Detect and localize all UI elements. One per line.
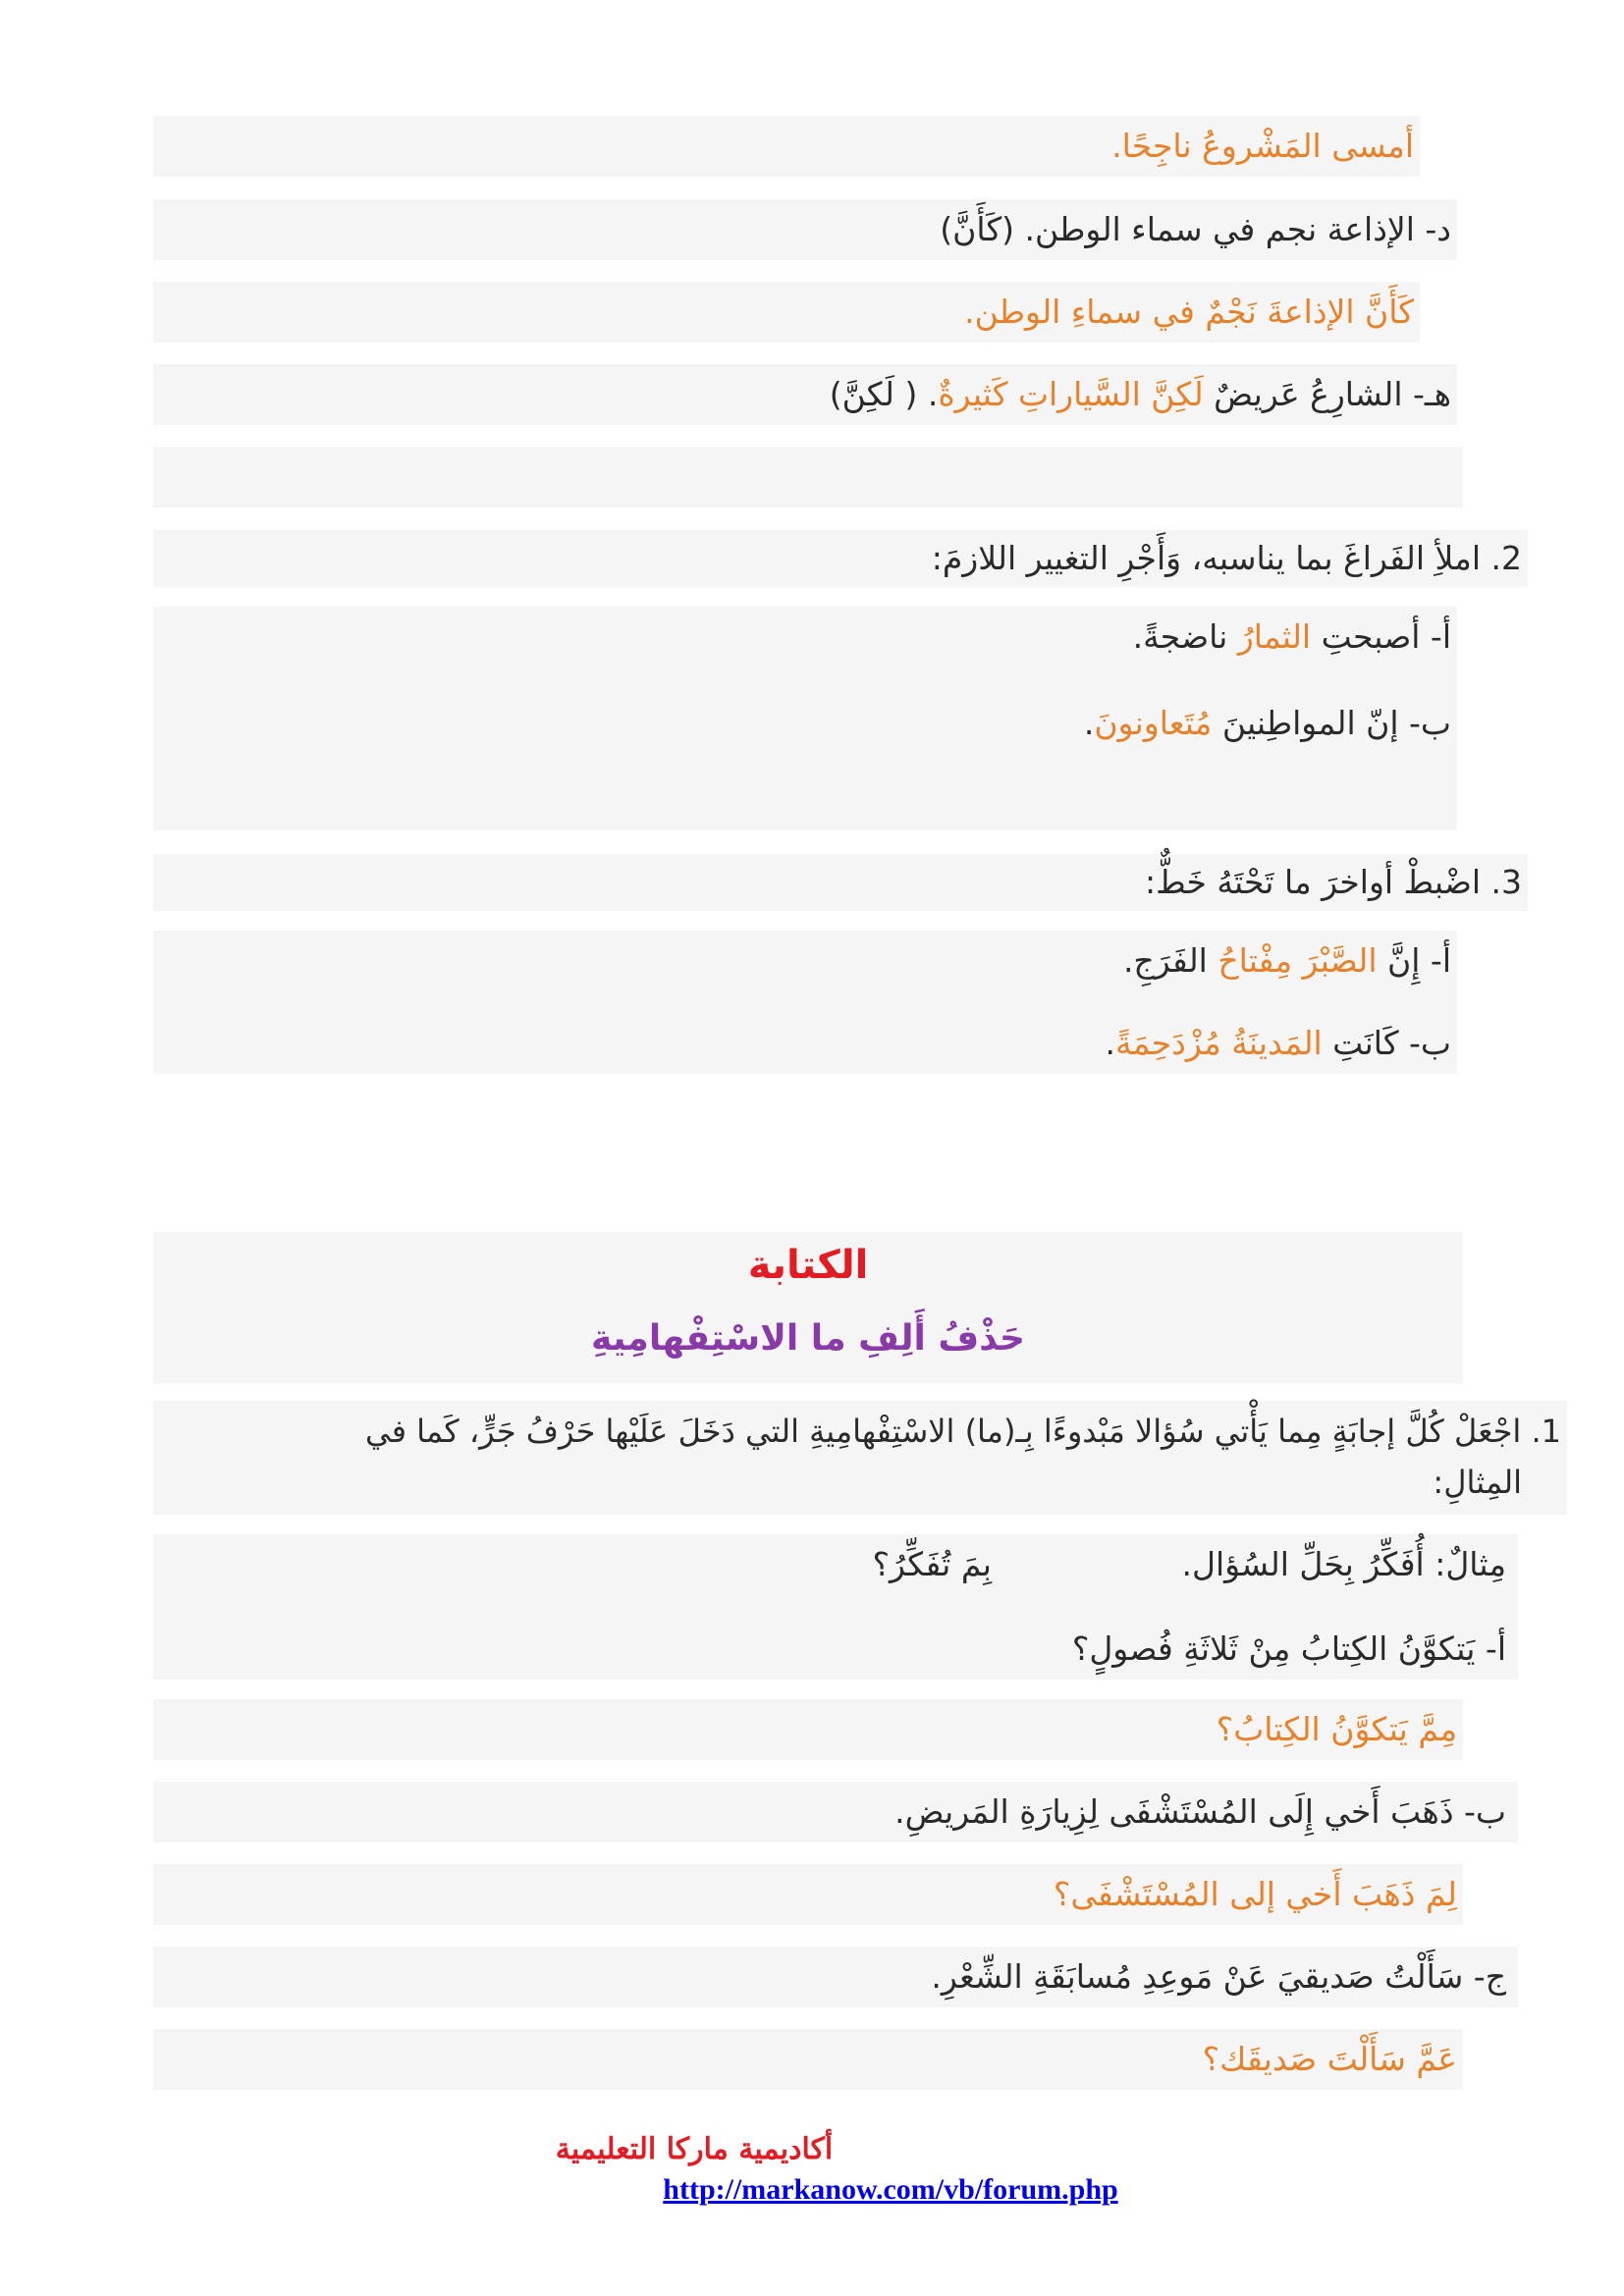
item-suffix: . [1105,1024,1115,1062]
exercise-box-d [153,199,1457,260]
footer-link-row [0,2173,1624,2207]
exercise-line: د- الإذاعة نجم في سماء الوطن. (كَأَنَّ) [940,210,1451,248]
question-3-heading: 3. اضْبطْ أواخرَ ما تَحْتَهُ خَطٌّ: [1145,863,1522,901]
item-prefix: ب- إنّ المواطِنينَ [1212,704,1451,742]
item-a-answer: مِمَّ يَتكوَّنُ الكِتابُ؟ [1216,1710,1457,1748]
footer-url-link[interactable]: http://markanow.com/vb/forum.php [663,2173,1118,2206]
writing-question-1-line-2: المِثالِ: [1433,1464,1522,1501]
question-3-item-a [1123,938,1451,984]
footer-academy-name: أكاديمية ماركا التعليمية [555,2132,834,2166]
exercise-highlight: لَكِنَّ السَّياراتِ كَثيرةٌ [938,375,1204,413]
item-highlight: مُتَعاونونَ [1094,704,1213,742]
question-3-answers-box [153,931,1457,1074]
answer-box-2 [153,282,1420,343]
answer-box-1 [153,116,1420,177]
question-2-item-b [1084,701,1451,746]
question-2-item-a [1133,614,1451,660]
item-c-answer: عَمَّ سَأَلْتَ صَديقَك؟ [1202,2040,1457,2078]
section-title: الكتابة [747,1243,869,1288]
example-label: مِثالٌ: أُفَكِّرُ بِحَلِّ السُؤال. [1181,1545,1506,1583]
question-3-heading-box [153,854,1528,911]
item-suffix: ناضجةً. [1132,617,1238,656]
question-3-item-b [1105,1021,1451,1066]
item-suffix: . [1083,704,1095,742]
writing-question-1-box [153,1401,1567,1515]
answer-box-c [153,2029,1463,2090]
question-2-answers-box [153,607,1457,830]
item-highlight: المَدينَةُ مُزْدَحِمَةً [1114,1024,1323,1062]
item-c-question: ج- سَأَلْتُ صَديقيَ عَنْ مَوعِدِ مُسابَقَةِ الشِّعْرِ. [931,1957,1506,1996]
question-box-b [153,1782,1518,1842]
item-a-question: أ- يَتكوَّنُ الكِتابُ مِنْ ثَلاثَةِ فُصولٍ؟ [1071,1629,1506,1668]
exercise-prefix: هـ- الشارِعُ عَريضٌ [1203,375,1451,413]
item-prefix: أ- أصبحتِ [1311,617,1451,656]
writing-question-1-line-1: 1. اجْعَلْ كُلَّ إجابَةٍ مِما يَأْتي سُؤالا مَبْدوءًا بِـ(ما) الاسْتِفْهامِيةِ التي دَخَلَ عَلَيْها حَرْفُ جَرٍّ، كَما في [365,1413,1561,1450]
answer-box-a [153,1699,1463,1760]
example-box [153,1534,1518,1680]
item-b-answer: لِمَ ذَهَبَ أَخي إلى المُسْتَشْفَى؟ [1053,1875,1457,1913]
example-answer: بِمَ تُفَكِّرُ؟ [872,1545,992,1583]
answer-line: كَأَنَّ الإذاعةَ نَجْمٌ في سماءِ الوطن. [964,293,1414,331]
question-box-c [153,1947,1518,2007]
question-2-heading-box [153,530,1528,587]
item-prefix: ب- كَانَتِ [1322,1024,1451,1062]
item-b-question: ب- ذَهَبَ أَخي إِلَى المُسْتَشْفَى لِزِيارَةِ المَريضِ. [894,1792,1506,1831]
writing-title-box [153,1232,1463,1384]
item-highlight: الثمارُ [1237,617,1312,656]
question-2-heading: 2. املأِ الفَراغَ بما يناسبه، وَأَجْرِ التغيير اللازمَ: [931,539,1522,577]
exercise-box-h [153,364,1457,425]
answer-box-b [153,1864,1463,1925]
item-highlight: الصَّبْرَ مِفْتاحُ [1218,941,1378,980]
answer-line: أمسى المَشْروعُ ناجِحًا. [1111,127,1414,165]
exercise-suffix: . ( لَكِنَّ) [829,375,939,413]
empty-box [153,447,1463,507]
exercise-line [830,372,1451,417]
section-subtitle: حَذْفُ أَلِفِ ما الاسْتِفْهامِيةِ [591,1318,1025,1359]
item-suffix: الفَرَجِ. [1122,941,1218,980]
item-prefix: أ- إِنَّ [1377,941,1451,980]
